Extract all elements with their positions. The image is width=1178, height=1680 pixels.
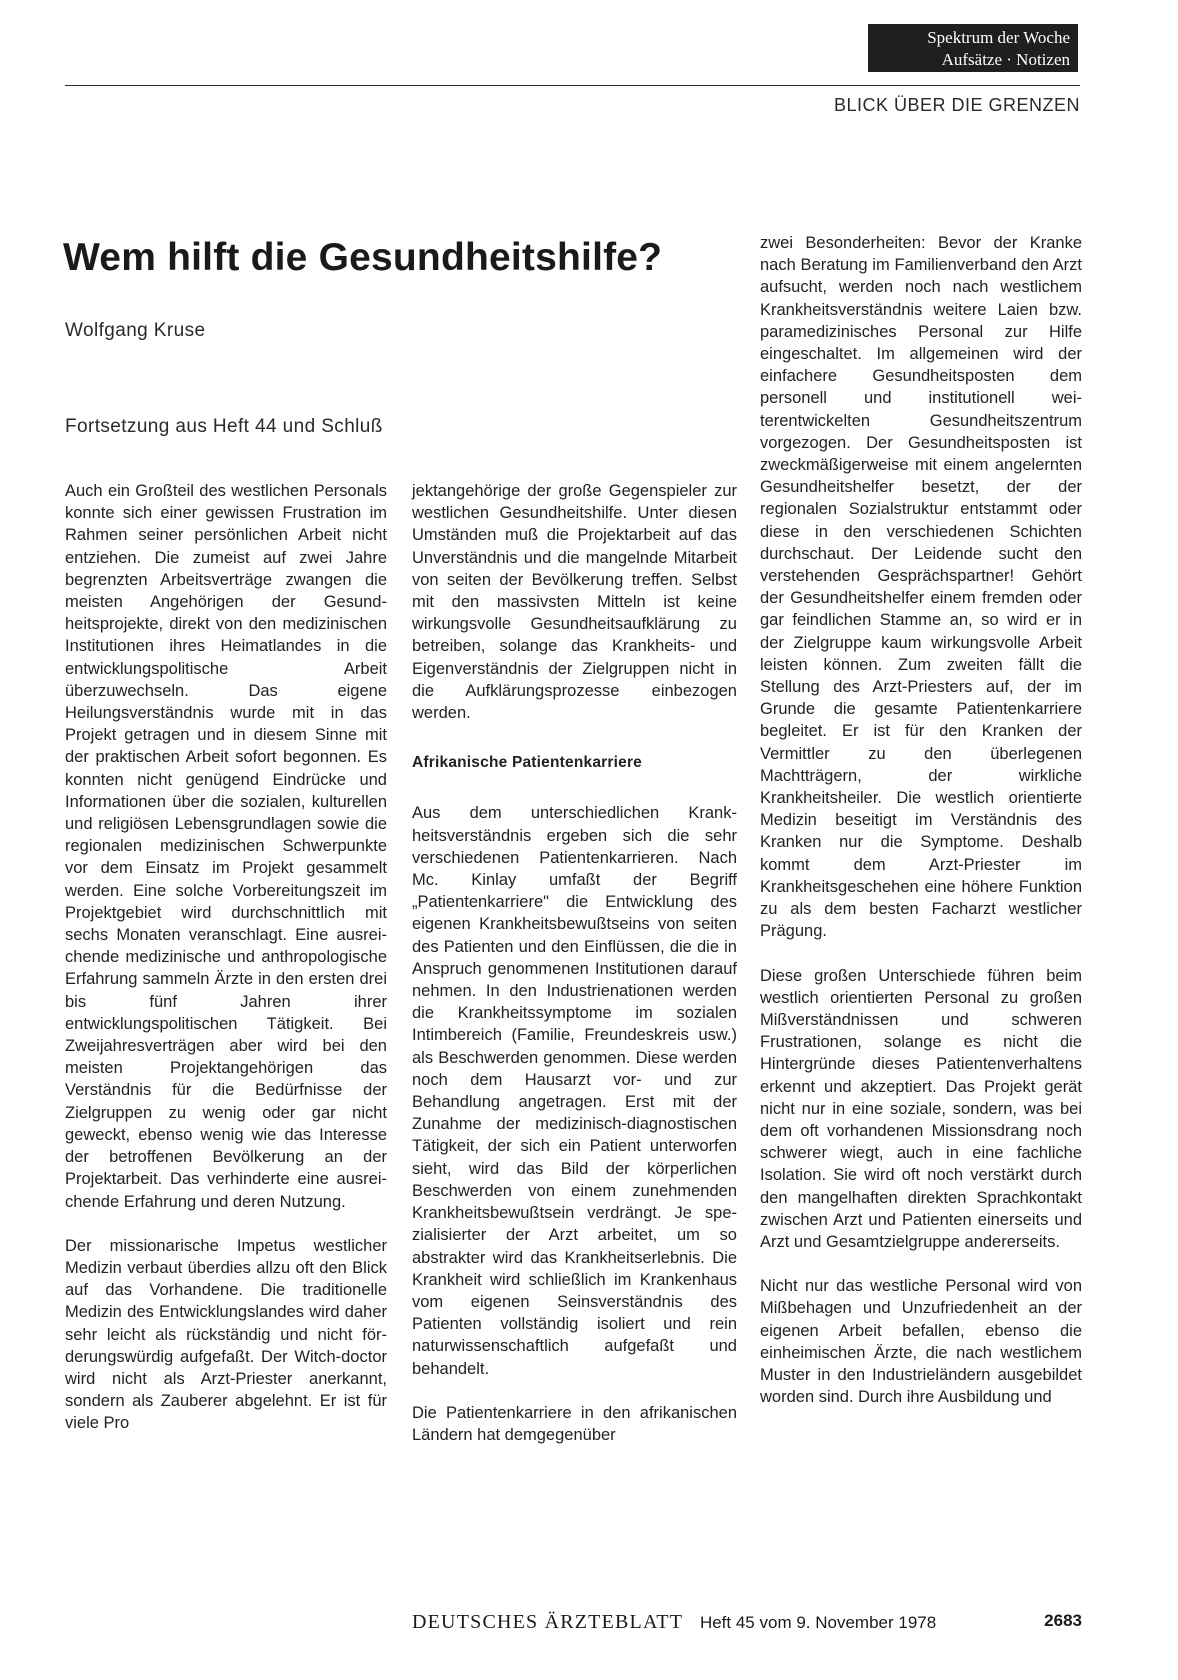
paragraph: Diese großen Unterschiede führen beim westlich orientierten Personal zu großen Mißverständnissen und schweren Frustrationen, solange es nicht die Hintergründe dieses Patientenverhaltens erkennt und akzeptiert. Das Projekt gerät nicht nur in eine soziale, sondern, was bei dem oft vorhandenen Missionsdrang noch schwerer wiegt, auch in eine fachliche Isolation. Sie wird oft noch verstärkt durch den mangelhaften direkten Sprachkontakt zwischen Arzt und Patienten einerseits und Arzt und Gesamtzielgruppe andererseits.	[760, 966, 1082, 1251]
paragraph: Der missionarische Impetus westlicher Medizin verbaut überdies allzu oft den Blick auf das Vorhandene. Die traditionelle Medizin des Entwicklungslandes wird daher sehr leicht als rückständig und nicht förderungswürdig aufgefaßt. Der Witch-doctor wird nicht als Arzt-Priester anerkannt, sondern als Zauberer abgelehnt. Er ist für viele Pro	[65, 1236, 387, 1433]
text-column-3	[760, 232, 1082, 1430]
issue-info: Heft 45 vom 9. November 1978	[699, 1613, 937, 1632]
section-badge	[868, 24, 1078, 72]
badge-line-2: Aufsätze · Notizen	[941, 50, 1070, 69]
article-title: Wem hilft die Gesundheitshilfe?	[63, 236, 663, 279]
paragraph: Nicht nur das westliche Personal wird von Mißbehagen und Unzufriedenheit an der eigenen Arbeit befallen, ebenso die einheimischen Ärzte, die nach westlichem Muster in den Industrieländern ausgebildet worden sind. Durch ihre Ausbildung und	[760, 1277, 1082, 1407]
paragraph: Auch ein Großteil des westlichen Personals konnte sich einer gewissen Frustration im Rahmen seiner persönlichen Arbeit nicht entziehen. Die zumeist auf zwei Jahre begrenzten Arbeitsverträge zwangen die meisten Angehörigen der Gesundheitsprojekte, direkt von den medizinischen Institutionen ihres Heimatlandes in die entwicklungspolitische Arbeit überzuwechseln. Das eigene Heilungsverständnis wurde mit in das Projekt getragen und in diesem Sinne mit der praktischen Arbeit sofort begonnen. Es konnten nicht genügend Eindrücke und Informationen über die sozialen, kulturellen und religiösen Lebensgrundlagen sowie die regionalen medizinischen Schwerpunkte vor dem Einsatz im Projekt gesammelt werden. Eine solche Vorbereitungszeit im Projektgebiet wird durchschnittlich mit sechs Monaten veranschlagt. Eine ausreichende medizinische und anthropologische Erfahrung sammeln Ärzte in den ersten drei bis fünf Jahren ihrer entwicklungspolitischen Tätigkeit. Bei Zweijahresverträgen aber wird bei den meisten Projektangehörigen das Verständnis für die Bedürfnisse der Zielgruppen zu wenig oder gar nicht geweckt, ebenso wenig wie das Interesse der betroffenen Bevölkerung an der Projektarbeit. Das verhinderte eine ausreichende Erfahrung und deren Nutzung.	[65, 482, 387, 1211]
article-author: Wolfgang Kruse	[65, 320, 206, 341]
badge-line-1: Spektrum der Woche	[927, 28, 1070, 47]
text-column-1	[65, 480, 387, 1457]
subheading: Afrikanische Patientenkarriere	[412, 754, 642, 772]
page-footer	[412, 1611, 1082, 1634]
continuation-note: Fortsetzung aus Heft 44 und Schluß	[65, 416, 383, 437]
text-column-2	[412, 480, 737, 1468]
paragraph: jektangehörige der große Gegenspieler zur westlichen Gesundheitshilfe. Unter diesen Umständen muß die Projektarbeit auf das Unverständnis und die mangelnde Mitarbeit von seiten der Bevölkerung treffen. Selbst mit den massivsten Mitteln ist keine wirkungsvolle Gesundheitsaufklärung zu betreiben, solange das Krankheits- und Eigenverständnis der Zielgruppen nicht in die Aufklärungsprozesse einbezogen werden.	[412, 482, 737, 723]
page-number: 2683	[1044, 1611, 1082, 1630]
journal-name: DEUTSCHES ÄRZTEBLATT	[412, 1611, 684, 1633]
paragraph: zwei Besonderheiten: Bevor der Kranke nach Beratung im Familienverband den Arzt aufsucht, werden noch nach westlichem Krankheitsverständnis weitere Laien bzw. paramedizinisches Personal zur Hilfe eingeschaltet. Im allgemeinen wird der einfachere Gesundheitsposten dem personell und institutionell weiterentwickelten Gesundheitszentrum vorgezogen. Der Gesundheitsposten ist zweckmäßigerweise mit einem angelernten Gesundheitshelfer besetzt, der der regionalen Sozialstruktur entstammt oder diese in den verschiedenen Schichten durchschaut. Der Leidende sucht den verstehenden Gesprächspartner! Gehört der Gesundheitshelfer einem fremden oder gar feindlichen Stamme an, so wird er in der Zielgruppe kaum wirkungsvolle Arbeit leisten können. Zum zweiten fällt die Stellung des Arzt-Priesters auf, der im Grunde die gesamte Patientenkarriere begleitet. Er ist für den Kranken der Vermittler zu den überlegenen Machtträgern, der wirkliche Krankheitsheiler. Die westlich orientierte Medizin beseitigt im Verständnis des Kranken nur die Symptome. Deshalb kommt dem Arzt-Priester im Krankheitsgeschehen eine höhere Funktion zu als dem besten Facharzt westlicher Prägung.	[760, 234, 1082, 941]
paragraph: Aus dem unterschiedlichen Krankheitsverständnis ergeben sich die sehr verschiedenen Patientenkarrieren. Nach Mc. Kinlay umfaßt der Begriff „Patientenkarriere" die Entwicklung des eigenen Krankheitsbewußtseins von seiten des Patienten und den Einflüssen, die die in Anspruch genommenen Institutionen darauf nehmen. In den Industrienationen werden die Krankheitssymptome im sozialen Intimbereich (Familie, Freundeskreis usw.) als Beschwerden genommen. Diese werden noch dem Hausarzt vor- und zur Behandlung angetragen. Erst mit der Zunahme der medizinisch-diagnostischen Tätigkeit, der sich ein Patient unterworfen sieht, wird das Bild der körperlichen Beschwerden von einem zunehmenden Krankheitsbewußtsein verdrängt. Je spezialisierter der Arzt arbeitet, um so abstrakter wird das Krankheitserlebnis. Die Krankheit wird schließlich im Krankenhaus vom eigenen Seinsverständnis des Patienten vollständig isoliert und rein naturwissenschaftlich aufgefaßt und behandelt.	[412, 804, 737, 1378]
paragraph: Die Patientenkarriere in den afrikanischen Ländern hat demgegenüber	[412, 1403, 737, 1444]
header-rule	[65, 85, 1080, 86]
section-title: BLICK ÜBER DIE GRENZEN	[833, 95, 1080, 115]
